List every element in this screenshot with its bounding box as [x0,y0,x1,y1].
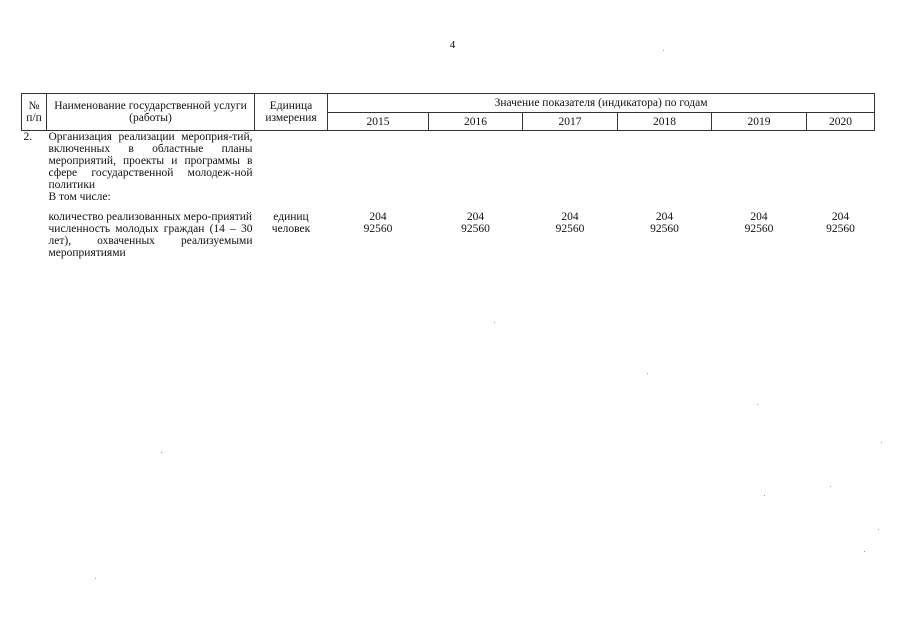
header-unit: Единица измерения [255,94,328,131]
page-number: 4 [449,39,456,51]
header-year: 2017 [523,113,618,131]
header-name: Наименование государственной услуги (работы) [47,94,255,131]
row-value: 92560 [650,223,679,235]
row-value: 204 [466,211,485,223]
section-title: Организация реализации мероприя-тий, включенных в областные планы мероприятий, проекты и программы в сфере государственной молодеж-ной политики [48,131,253,191]
section-num: 2. [23,131,33,143]
header-year: 2018 [618,113,712,131]
row-value: 204 [369,211,387,223]
scan-speck [757,404,758,405]
scan-speck [663,50,664,51]
row-unit: человек [271,223,311,235]
scan-speck [95,578,96,579]
scan-speck [647,373,648,374]
scan-speck [161,452,162,453]
scan-speck [830,486,831,487]
header-year: 2015 [328,113,429,131]
header-year: 2016 [429,113,523,131]
row-value: 92560 [555,223,585,235]
scan-speck [864,551,865,552]
row-value: 92560 [744,223,774,235]
table-row [22,211,875,223]
row-value: 204 [750,211,768,223]
row-value: 204 [561,211,579,223]
header-values-group: Значение показателя (индикатора) по годам [328,94,875,113]
row-name: численность молодых граждан (14 – 30 лет), охваченных реализуемыми мероприятиями [48,223,253,259]
row-value: 92560 [461,223,490,235]
scan-speck [881,442,882,443]
header-num: № п/п [22,94,47,131]
scan-speck [878,529,879,530]
scan-speck [494,322,495,323]
row-value: 204 [655,211,674,223]
row-value: 92560 [826,223,855,235]
row-value: 204 [831,211,850,223]
header-year: 2020 [807,113,875,131]
scan-speck [764,495,765,496]
table-row [22,223,875,259]
row-value: 92560 [363,223,393,235]
indicator-table [21,93,875,259]
header-year: 2019 [712,113,807,131]
row-name: количество реализованных меро-приятий [48,211,253,223]
row-unit: единиц [273,211,309,223]
section-subtitle: В том числе: [48,191,111,203]
table-row-section [22,131,875,204]
